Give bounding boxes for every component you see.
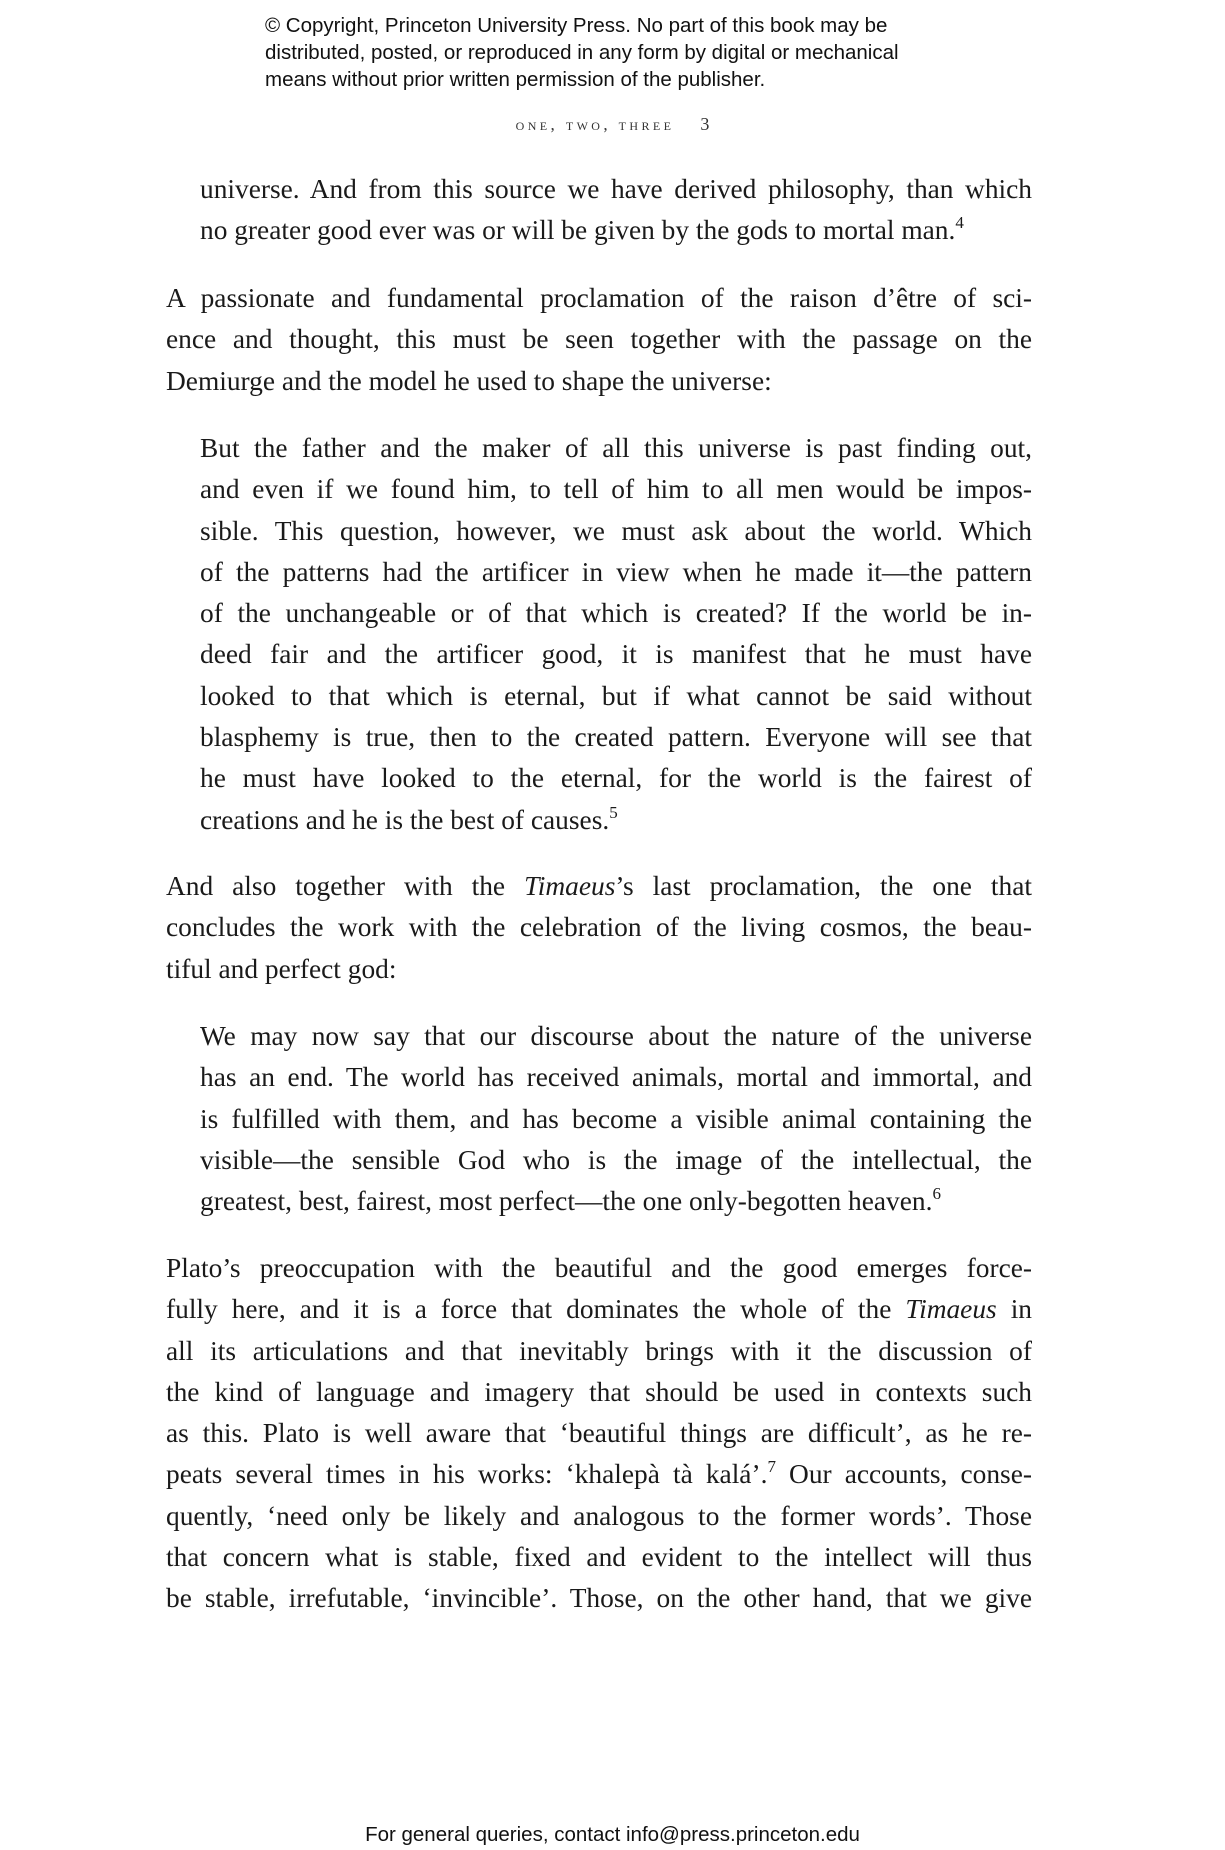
text-line: the kind of language and imagery that should be used in contexts such [166, 1376, 1032, 1407]
text-line: sible. This question, however, we must ask about the world. Which [200, 515, 1032, 546]
text-line: tiful and perfect god: [166, 953, 397, 984]
footnote-marker: 6 [932, 1184, 941, 1204]
text-line: is fulfilled with them, and has become a visible animal containing the [200, 1103, 1032, 1134]
text-segment: fully here, and it is a force that dominates the whole of the [166, 1294, 906, 1325]
copyright-line: means without prior written permission of the publisher. [265, 68, 766, 91]
text-line [166, 1454, 1032, 1495]
paragraph-1 [166, 278, 1032, 402]
text-line-content: creations and he is the best of causes. [200, 804, 610, 835]
text-line: of the unchangeable or of that which is created? If the world be in- [200, 598, 1032, 629]
copyright-notice [265, 12, 1025, 93]
text-line: of the patterns had the artificer in view when he made it—the pattern [200, 556, 1032, 587]
text-line [166, 866, 1032, 907]
footer-contact: For general queries, contact info@press.princeton.edu [365, 1823, 860, 1846]
text-segment: in [996, 1294, 1032, 1325]
page-number: 3 [700, 114, 710, 134]
italic-title: Timaeus [905, 1294, 997, 1325]
text-line: he must have looked to the eternal, for the world is the fairest of [200, 763, 1032, 794]
text-line [166, 1289, 1032, 1330]
text-line: blasphemy is true, then to the created pattern. Everyone will see that [200, 722, 1032, 753]
text-line: But the father and the maker of all this universe is past finding out, [200, 433, 1032, 463]
text-segment: peats several times in his works: ‘khalepà tà kalá’. [166, 1459, 768, 1490]
text-line: concludes the work with the celebration of the living cosmos, the beau- [166, 912, 1032, 943]
block-quote-3 [200, 1016, 1032, 1222]
text-line: A passionate and fundamental proclamation of the raison d’être of sci- [166, 283, 1032, 313]
text-line: be stable, irrefutable, ‘invincible’. Those, on the other hand, that we give [166, 1583, 1032, 1614]
block-quote-2 [200, 428, 1032, 841]
running-head [0, 114, 1225, 135]
text-line: deed fair and the artificer good, it is manifest that he must have [200, 639, 1032, 670]
text-line: Plato’s preoccupation with the beautiful and the good emerges force- [166, 1253, 1032, 1283]
paragraph-2 [166, 866, 1032, 990]
text-line: and even if we found him, to tell of him to all men would be impos- [200, 474, 1032, 505]
text-line: universe. And from this source we have derived philosophy, than which [200, 174, 1032, 204]
text-line [200, 210, 1032, 251]
text-line: We may now say that our discourse about the nature of the universe [200, 1021, 1032, 1051]
text-line: quently, ‘need only be likely and analogous to the former words’. Those [166, 1500, 1032, 1531]
text-line [200, 1181, 1032, 1222]
footnote-marker: 5 [609, 802, 618, 822]
text-line: all its articulations and that inevitably brings with it the discussion of [166, 1335, 1032, 1366]
paragraph-3 [166, 1248, 1032, 1620]
copyright-line: © Copyright, Princeton University Press. No part of this book may be [265, 14, 888, 37]
text-line-content: no greater good ever was or will be given by the gods to mortal man. [200, 215, 956, 246]
footnote-marker: 4 [955, 213, 964, 233]
text-line: Demiurge and the model he used to shape the universe: [166, 365, 772, 396]
text-line: looked to that which is eternal, but if what cannot be said without [200, 680, 1032, 711]
text-segment: And also together with the [166, 871, 525, 901]
text-line: visible—the sensible God who is the image of the intellectual, the [200, 1144, 1032, 1175]
text-line: ence and thought, this must be seen together with the passage on the [166, 324, 1032, 355]
text-segment: Our accounts, conse- [775, 1459, 1032, 1490]
block-quote-1 [200, 169, 1032, 252]
copyright-line: distributed, posted, or reproduced in any form by digital or mechanical [265, 41, 899, 64]
running-head-title: one, two, three [515, 115, 675, 134]
text-line-content: greatest, best, fairest, most perfect—the one only-begotten heaven. [200, 1186, 933, 1217]
text-line: that concern what is stable, fixed and evident to the intellect will thus [166, 1542, 1032, 1573]
text-line: has an end. The world has received animals, mortal and immortal, and [200, 1062, 1032, 1093]
text-segment: ’s last proclamation, the one that [615, 871, 1032, 901]
italic-title: Timaeus [524, 871, 616, 901]
footnote-marker: 7 [767, 1457, 776, 1477]
text-line [200, 800, 1032, 841]
text-line: as this. Plato is well aware that ‘beautiful things are difficult’, as he re- [166, 1418, 1032, 1449]
